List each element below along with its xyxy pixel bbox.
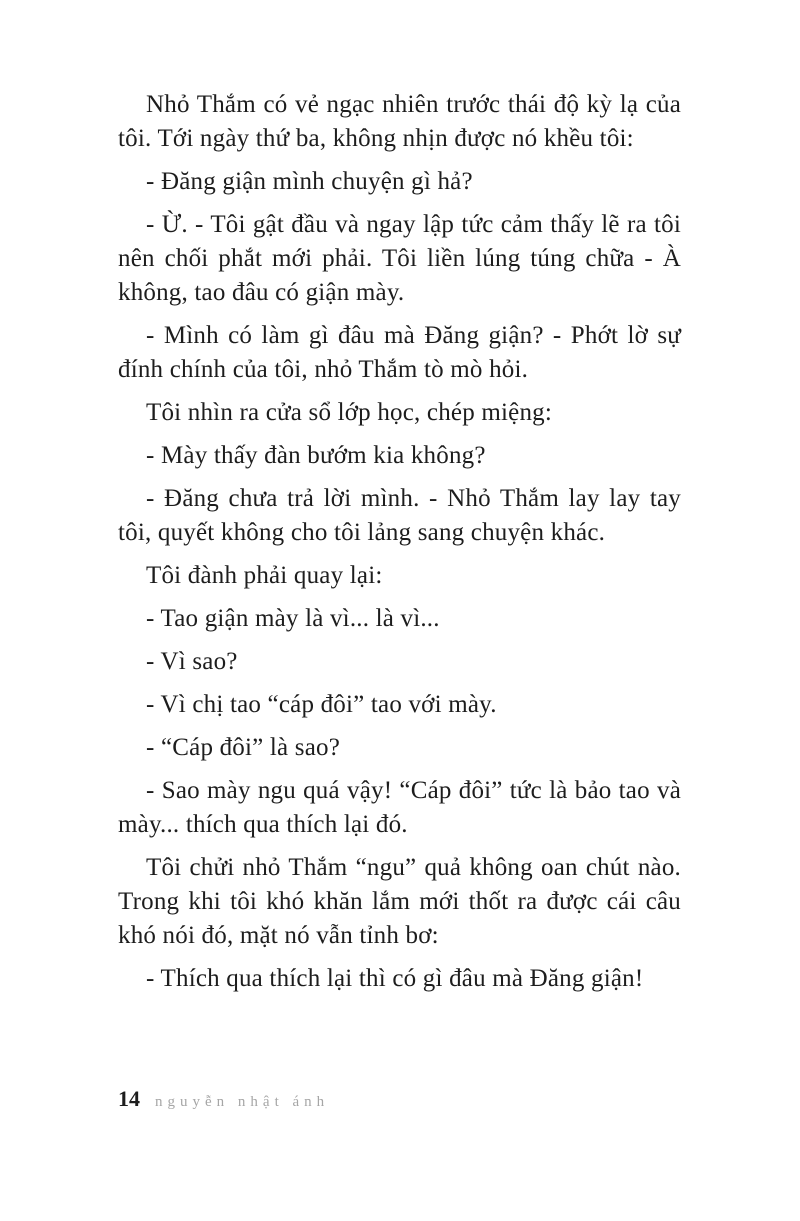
paragraph: - Mày thấy đàn bướm kia không? [146, 442, 486, 469]
page-number: 14 [118, 1086, 140, 1111]
page-text [118, 88, 681, 1005]
paragraph: - Đăng chưa trả lời mình. - Nhỏ Thắm lay lay tay tôi, quyết không cho tôi lảng sang chuyện khác. [118, 485, 681, 546]
page-footer [118, 1086, 329, 1112]
paragraph: - Vì chị tao “cáp đôi” tao với mày. [146, 691, 497, 718]
paragraph: - Ừ. - Tôi gật đầu và ngay lập tức cảm thấy lẽ ra tôi nên chối phắt mới phải. Tôi liền lúng túng chữa - À không, tao đâu có giận mày. [118, 211, 681, 306]
paragraph: Tôi đành phải quay lại: [146, 562, 383, 589]
paragraph: - Vì sao? [146, 648, 238, 675]
paragraph: Tôi nhìn ra cửa sổ lớp học, chép miệng: [146, 399, 552, 426]
paragraph: Tôi chửi nhỏ Thắm “ngu” quả không oan chút nào. Trong khi tôi khó khăn lắm mới thốt ra được cái câu khó nói đó, mặt nó vẫn tỉnh bơ: [118, 854, 681, 949]
author-name: nguyễn nhật ánh [155, 1094, 330, 1110]
paragraph: - Thích qua thích lại thì có gì đâu mà Đăng giận! [146, 965, 644, 992]
paragraph: - Mình có làm gì đâu mà Đăng giận? - Phớt lờ sự đính chính của tôi, nhỏ Thắm tò mò hỏi. [118, 322, 681, 383]
paragraph: - “Cáp đôi” là sao? [146, 734, 340, 761]
paragraph: - Đăng giận mình chuyện gì hả? [146, 168, 473, 195]
paragraph: - Tao giận mày là vì... là vì... [146, 605, 440, 632]
paragraph: - Sao mày ngu quá vậy! “Cáp đôi” tức là bảo tao và mày... thích qua thích lại đó. [118, 777, 681, 838]
paragraph: Nhỏ Thắm có vẻ ngạc nhiên trước thái độ kỳ lạ của tôi. Tới ngày thứ ba, không nhịn được nó khều tôi: [118, 91, 681, 152]
